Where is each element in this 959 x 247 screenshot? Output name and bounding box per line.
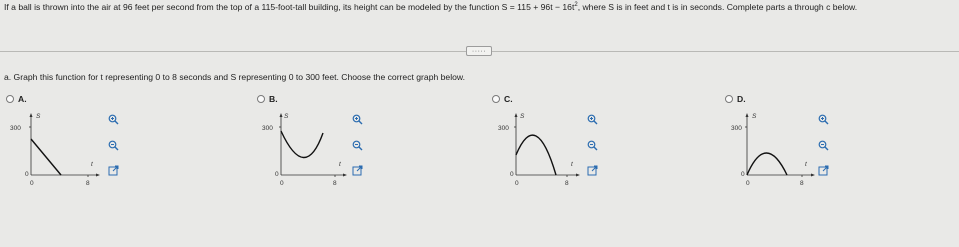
zoom-out-icon[interactable] bbox=[587, 140, 598, 151]
zoom-out-icon[interactable] bbox=[352, 140, 363, 151]
y-max-label: 300 bbox=[10, 125, 21, 132]
zoom-out-icon[interactable] bbox=[108, 140, 119, 151]
y-axis-arrow bbox=[280, 113, 283, 117]
option-b-label: B. bbox=[269, 94, 278, 104]
x-axis-label: t bbox=[571, 161, 573, 168]
option-a-curve bbox=[31, 139, 61, 175]
option-d-radio[interactable] bbox=[725, 95, 733, 103]
y-axis-arrow bbox=[515, 113, 518, 117]
zoom-in-icon[interactable] bbox=[818, 114, 829, 125]
y-zero-label: 0 bbox=[741, 171, 745, 178]
y-axis-arrow bbox=[30, 113, 33, 117]
external-link-icon[interactable] bbox=[587, 165, 598, 176]
expand-more-button[interactable]: ····· bbox=[466, 46, 492, 56]
zoom-in-icon[interactable] bbox=[352, 114, 363, 125]
part-a-instructions: a. Graph this function for t representing 0 to 8 seconds and S representing 0 to 300 feet. Choose the correct graph below. bbox=[4, 72, 466, 82]
x-axis-arrow bbox=[343, 174, 347, 177]
problem-text: If a ball is thrown into the air at 96 feet per second from the top of a 115-foot-tall building, its height can be modeled by the function S = 115 + 96t − 16t bbox=[4, 2, 575, 12]
x-axis-label: t bbox=[805, 161, 807, 168]
option-b-radio[interactable] bbox=[257, 95, 265, 103]
option-b-curve bbox=[281, 131, 323, 158]
x-zero-label: 0 bbox=[746, 180, 750, 187]
y-axis-label: S bbox=[36, 113, 41, 120]
y-zero-label: 0 bbox=[275, 171, 279, 178]
option-a-label: A. bbox=[18, 94, 27, 104]
x-zero-label: 0 bbox=[280, 180, 284, 187]
problem-exponent: 2 bbox=[574, 2, 578, 9]
y-max-label: 300 bbox=[262, 125, 273, 132]
x-axis-label: t bbox=[91, 161, 93, 168]
problem-statement bbox=[4, 2, 952, 13]
x-axis-arrow bbox=[576, 174, 580, 177]
option-d[interactable] bbox=[725, 93, 875, 213]
problem-text-end: , where S is in feet and t is in seconds. Complete parts a through c below. bbox=[577, 2, 858, 12]
option-b-graph bbox=[257, 105, 367, 205]
y-zero-label: 0 bbox=[510, 171, 514, 178]
y-max-label: 300 bbox=[498, 125, 509, 132]
external-link-icon[interactable] bbox=[352, 165, 363, 176]
option-c-curve bbox=[516, 135, 556, 175]
external-link-icon[interactable] bbox=[108, 165, 119, 176]
external-link-icon[interactable] bbox=[818, 165, 829, 176]
option-a-radio[interactable] bbox=[6, 95, 14, 103]
x-max-label: 8 bbox=[333, 180, 337, 187]
option-c[interactable] bbox=[492, 93, 642, 213]
option-d-curve bbox=[747, 153, 787, 175]
zoom-in-icon[interactable] bbox=[108, 114, 119, 125]
zoom-in-icon[interactable] bbox=[587, 114, 598, 125]
x-zero-label: 0 bbox=[515, 180, 519, 187]
option-c-label: C. bbox=[504, 94, 513, 104]
x-axis-arrow bbox=[811, 174, 815, 177]
x-max-label: 8 bbox=[800, 180, 804, 187]
x-zero-label: 0 bbox=[30, 180, 34, 187]
option-a-graph bbox=[6, 105, 116, 205]
option-b[interactable] bbox=[257, 93, 407, 213]
y-zero-label: 0 bbox=[25, 171, 29, 178]
x-axis-arrow bbox=[96, 174, 100, 177]
x-max-label: 8 bbox=[86, 180, 90, 187]
option-c-radio[interactable] bbox=[492, 95, 500, 103]
option-d-label: D. bbox=[737, 94, 746, 104]
y-axis-label: S bbox=[520, 113, 525, 120]
y-max-label: 300 bbox=[731, 125, 742, 132]
option-a[interactable] bbox=[6, 93, 156, 213]
option-c-graph bbox=[492, 105, 602, 205]
zoom-out-icon[interactable] bbox=[818, 140, 829, 151]
y-axis-label: S bbox=[752, 113, 757, 120]
x-max-label: 8 bbox=[565, 180, 569, 187]
x-axis-label: t bbox=[339, 161, 341, 168]
y-axis-arrow bbox=[746, 113, 749, 117]
y-axis-label: S bbox=[284, 113, 289, 120]
